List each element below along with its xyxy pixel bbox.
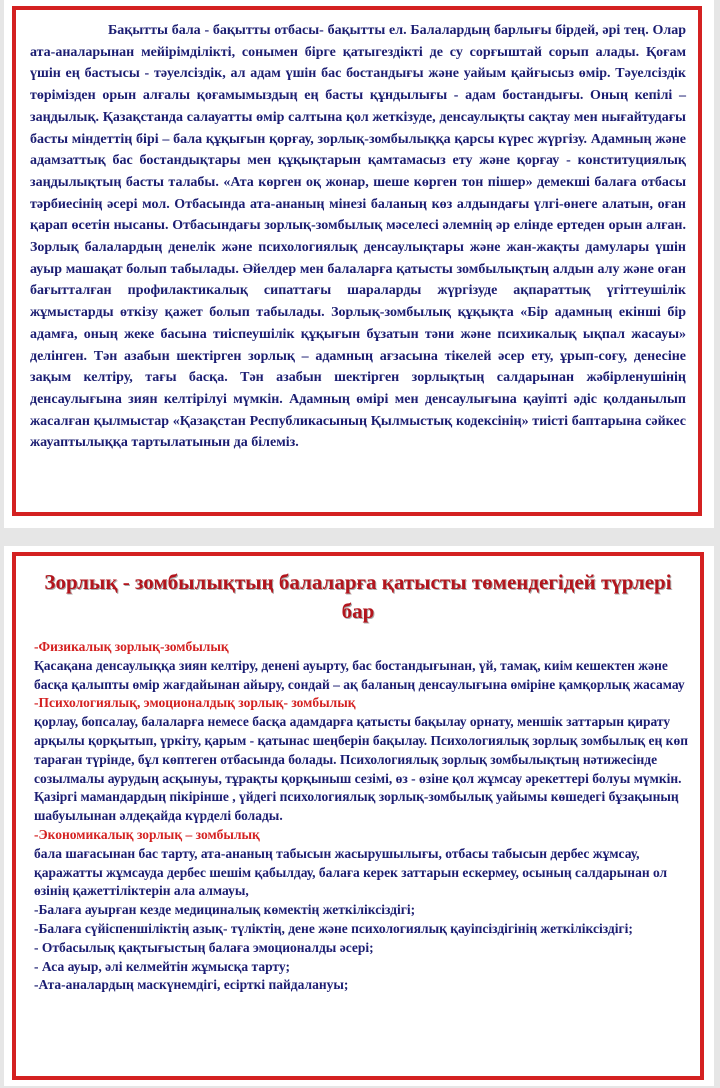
list-item: бала шағасынан бас тарту, ата-ананың табысын жасырушылығы, отбасы табысын дербес жұмсау, қаражатты жұмсауда дербес шешім қабылдау, балаға керек заттарын ескермеу, осының салдарынан ол өзінің қажеттіліктерін ала алмауы, bbox=[34, 845, 668, 899]
list-item: -Экономикалық зорлық – зомбылық bbox=[34, 826, 260, 842]
list-item: -Ата-аналардың маскүнемдігі, есірткі пайдалануы; bbox=[34, 977, 349, 993]
red-border-frame bbox=[12, 552, 704, 1080]
list-item: - Аса ауыр, әлі келмейтін жұмысқа тарту; bbox=[34, 958, 290, 974]
document-page-1 bbox=[4, 0, 714, 528]
red-border-frame bbox=[12, 6, 702, 516]
list-item: -Физикалық зорлық-зомбылық bbox=[34, 639, 229, 654]
list-item: - Отбасылық қақтығыстың балаға эмоционалды әсері; bbox=[34, 939, 374, 955]
list-item: қорлау, бопсалау, балаларға немесе басқа адамдарға қатысты бақылау орнату, меншік заттарын қирату арқылы қорқытып, үркіту, қарым - қатынас шеңберін бақылау. Психологиялық зорлық зомбылық ең көп тараған түрінде, бұл көптеген отбасында болады. Психологиялық зорлық зомбылықтың нәтижесінде созылмалы аурудың асқынуы, тұрақты қорқыныш сезімі, өз - өзіне қол жұмсау әрекеттері болуы мүмкін. Қазіргі мамандардың пікірінше , үйдегі психологиялық зорлық-зомбылық уайымы көшедегі бұзақының шабуылынан әлдеқайда күрделі болады. bbox=[34, 714, 688, 824]
intro-paragraph: Бақытты бала - бақытты отбасы- бақытты ел. Балалардың барлығы бірдей, әрі тең. Олар ата-аналарынан мейірімділікті, сонымен бірге қатыгездікті де су сорғыштай сорып алады. Қоғам үшін ең бастысы - тәуелсіздік, ал адам үшін бас бостандығы және уайым қайғысыз өмір. Тәуелсіздік төрімізден орын алғалы қоғамымыздың ең басты құндылығы - адам бостандығы. Оның кепілі – заңдылық. Қазақстанда салауатты өмір салтына қол жеткізуде, денсаулықты сақтау мен нығайтудағы басты міндеттің бірі – бала құқығын қорғау, зорлық-зомбылыққа қарсы күрес жүргізу. Адамның және адамзаттық бас бостандықтары мен құқықтарын қамтамасыз ету және қорғау - конституциялық заңдылықтың басты талабы. «Ата көрген оқ жонар, шеше көрген тон пішер» демекші балаға отбасы тәрбиесінің әсері мол. Отбасында ата-ананың мінезі баланың көз алдындағы үлгі-өнеге алатын, оған қарап өсетін нысаны. Отбасындағы зорлық-зомбылық мәселесі әлемнің әр елінде ертеден орын алған. Зорлық балалардың денелік және психологиялық денсаулықтары және жан-жақты дамулары үшін ауыр машақат болып табылады. Әйелдер мен балаларға қатысты зомбылықтың алдын алу және оған бағытталған профилактикалық сипаттағы шараларды жүргізуде ақпараттық үгіттеушілік жұмыстарды өткізу қажет болып табылады. Зорлық-зомбылық құқықта «Бір адамның екінші бір адамға, оның жеке басына тиіспеушілік құқығын бұзатын тәни және психикалық ықпал жасауы» делінген. Тән азабын шектірген зорлық – адамның ағзасына тікелей әсер ету, ұрып-соғу, денесіне зақым келтіру, тағы басқа. Тән азабын шектірген зорлықтың салдарынан жәбірленушінің денсаулығына зиян келтірілуі мүмкін. Адамның өмірі мен денсаулығына қауіпті әдіс қолданылып жасалған қылмыстар «Қазақстан Республикасының Қылмыстық кодексінің» тиісті баптарына сәйкес жауаптылыққа тартылатынын да білеміз. bbox=[30, 23, 686, 451]
list-item: -Балаға сүйіспеншіліктің азық- түліктің, дене және психологиялық қауіпсіздігінің жеткіліксіздігі; bbox=[34, 920, 633, 936]
list-item: -Психологиялық, эмоционалдық зорлық- зомбылық bbox=[34, 695, 356, 711]
list-item: -Балаға ауырған кезде медициналық көмектің жеткіліксіздігі; bbox=[34, 902, 416, 918]
section-heading: Зорлық - зомбылықтың балаларға қатысты төмендегідей түрлері бар bbox=[44, 570, 672, 623]
violence-types-list bbox=[34, 638, 694, 995]
list-item: Қасақана денсаулыққа зиян келтіру, денені ауырту, бас бостандығынан, үй, тамақ, киім кешектен және басқа қалыпты өмір жағдайынан айыру, сондай – ақ баланың денсаулығына өміріне қамқорлық жасамау bbox=[34, 657, 685, 692]
document-page-2 bbox=[4, 546, 714, 1086]
